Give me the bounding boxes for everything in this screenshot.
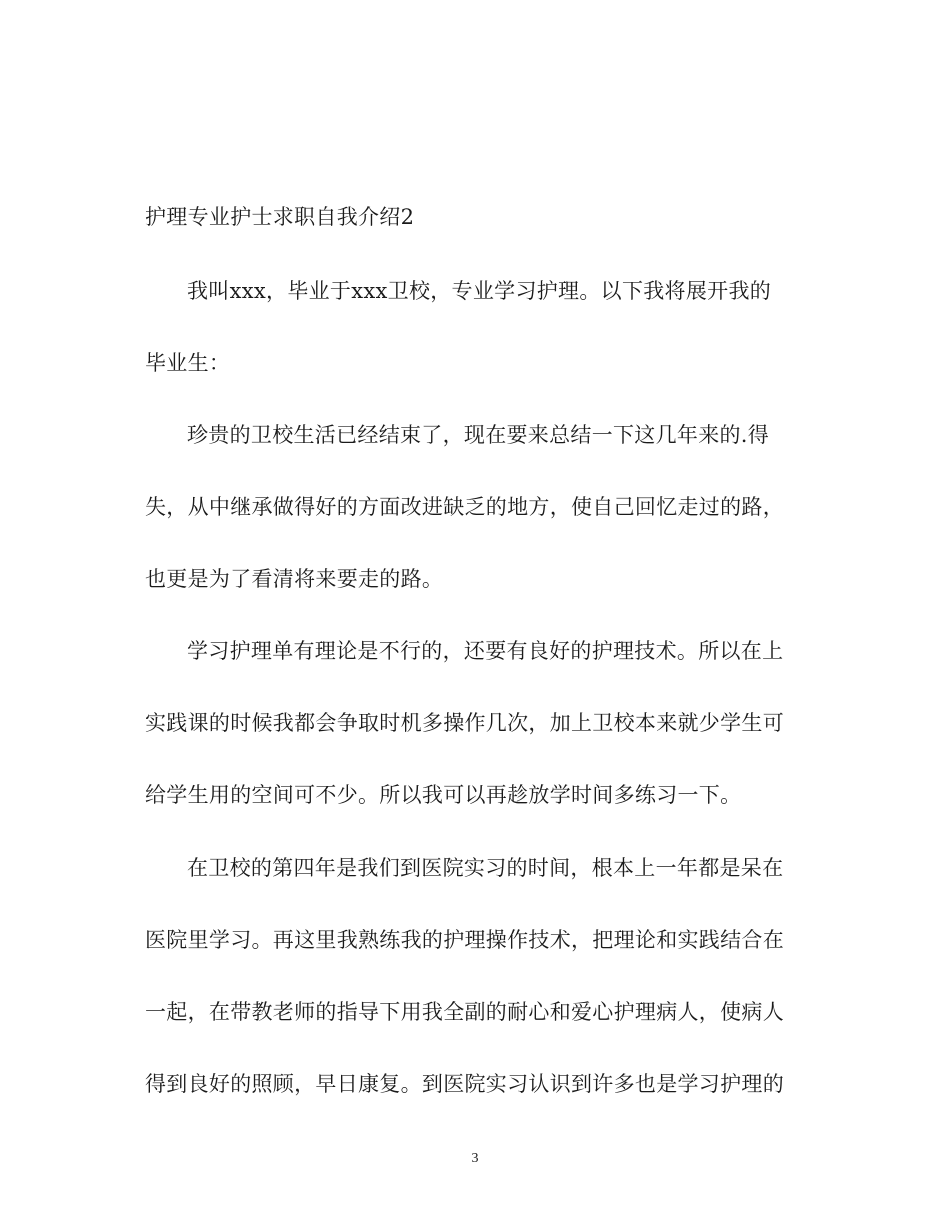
paragraph-line: 实践课的时候我都会争取时机多操作几次，加上卫校本来就少学生可 <box>145 711 784 735</box>
paragraph-line: 得到良好的照顾，早日康复。到医院实习认识到许多也是学习护理的 <box>145 1072 784 1096</box>
paragraph-line: 医院里学习。再这里我熟练我的护理操作技术，把理论和实践结合在 <box>145 928 784 952</box>
paragraph-line: 失，从中继承做得好的方面改进缺乏的地方，使自己回忆走过的路， <box>145 495 784 519</box>
paragraph-line: 学习护理单有理论是不行的，还要有良好的护理技术。所以在上 <box>187 639 784 663</box>
paragraph-line: 珍贵的卫校生活已经结束了，现在要来总结一下这几年来的.得 <box>187 423 770 447</box>
paragraph-line: 毕业生： <box>145 351 231 375</box>
paragraph-line: 一起，在带教老师的指导下用我全副的耐心和爱心护理病人，使病人 <box>145 1000 784 1024</box>
paragraph-line: 也更是为了看清将来要走的路。 <box>145 567 444 591</box>
document-title: 护理专业护士求职自我介绍2 <box>145 205 415 229</box>
paragraph-line: 我叫xxx，毕业于xxx卫校，专业学习护理。以下我将展开我的 <box>187 279 772 303</box>
page-number: 3 <box>471 1151 479 1166</box>
paragraph-line: 在卫校的第四年是我们到医院实习的时间，根本上一年都是呆在 <box>187 856 784 880</box>
paragraph-line: 给学生用的空间可不少。所以我可以再趁放学时间多练习一下。 <box>145 783 742 807</box>
